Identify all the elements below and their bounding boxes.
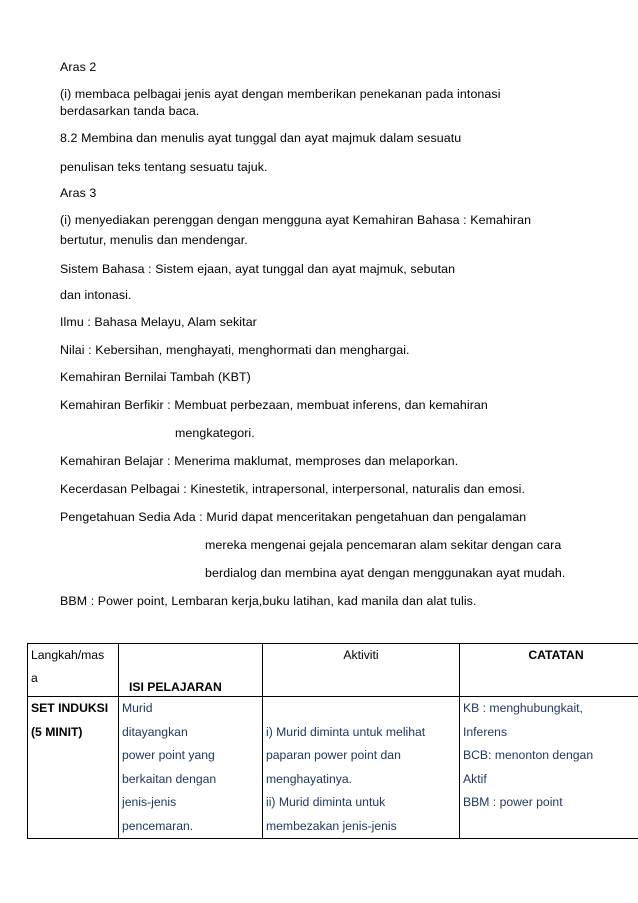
header-aktiviti-label: Aktiviti xyxy=(343,648,379,662)
text-line: Nilai : Kebersihan, menghayati, menghormati dan menghargai. xyxy=(60,343,410,357)
text-line: Kecerdasan Pelbagai : Kinestetik, intrapersonal, interpersonal, naturalis dan emosi. xyxy=(60,482,526,496)
header-langkah xyxy=(28,644,119,697)
cell-langkah-line: SET INDUKSI xyxy=(31,701,109,715)
text-line: mengkategori. xyxy=(175,426,255,440)
cell-aktiviti-line: menghayatinya. xyxy=(266,771,353,786)
cell-isi-line: jenis-jenis xyxy=(122,795,177,809)
text-line: Aras 3 xyxy=(60,186,97,200)
cell-catatan-line: Aktif xyxy=(463,771,487,786)
text-line: bertutur, menulis dan mendengar. xyxy=(60,233,248,247)
cell-aktiviti-line: ii) Murid diminta untuk xyxy=(266,795,386,809)
cell-catatan-line: BBM : power point xyxy=(463,795,563,809)
cell-langkah-line: (5 MINIT) xyxy=(31,724,83,739)
cell-isi-line: power point yang xyxy=(122,748,215,762)
cell-isi-line: Murid xyxy=(122,701,153,715)
text-line: 8.2 Membina dan menulis ayat tunggal dan ayat majmuk dalam sesuatu xyxy=(60,131,462,145)
header-catatan-label: CATATAN xyxy=(528,648,584,662)
text-line: dan intonasi. xyxy=(60,288,132,302)
table-row xyxy=(28,697,638,839)
text-line: mereka mengenai gejala pencemaran alam sekitar dengan cara xyxy=(205,538,562,552)
text-line: (i) membaca pelbagai jenis ayat dengan memberikan penekanan pada intonasi xyxy=(60,87,501,101)
cell-catatan-line: BCB: menonton dengan xyxy=(463,748,594,762)
cell-aktiviti-line: paparan power point dan xyxy=(266,748,401,762)
header-catatan xyxy=(460,644,638,697)
cell-catatan xyxy=(460,697,638,839)
cell-catatan-line xyxy=(463,815,638,839)
cell-aktiviti-line: membezakan jenis-jenis xyxy=(266,818,397,833)
lesson-plan-table xyxy=(27,643,638,839)
text-line: Pengetahuan Sedia Ada : Murid dapat menceritakan pengetahuan dan pengalaman xyxy=(60,510,527,524)
text-line: Kemahiran Belajar : Menerima maklumat, memproses dan melaporkan. xyxy=(60,454,459,468)
text-line: (i) menyediakan perenggan dengan mengguna ayat Kemahiran Bahasa : Kemahiran xyxy=(60,213,532,227)
cell-aktiviti xyxy=(263,697,460,839)
cell-catatan-line: KB : menghubungkait, xyxy=(463,701,583,715)
cell-isi-line: berkaitan dengan xyxy=(122,771,217,786)
text-line: berdialog dan membina ayat dengan menggunakan ayat mudah. xyxy=(205,566,566,580)
text-line: BBM : Power point, Lembaran kerja,buku latihan, kad manila dan alat tulis. xyxy=(60,594,477,608)
header-langkah-line-1: Langkah/mas xyxy=(31,648,105,662)
header-langkah-line-2: a xyxy=(31,671,38,685)
text-line: Kemahiran Bernilai Tambah (KBT) xyxy=(60,370,251,384)
text-line: Sistem Bahasa : Sistem ejaan, ayat tunggal dan ayat majmuk, sebutan xyxy=(60,262,456,276)
text-line: Kemahiran Berfikir : Membuat perbezaan, membuat inferens, dan kemahiran xyxy=(60,398,488,412)
table-header-row xyxy=(28,644,638,697)
cell-isi-line: pencemaran. xyxy=(122,818,194,833)
text-line: penulisan teks tentang sesuatu tajuk. xyxy=(60,160,268,174)
cell-aktiviti-line: i) Murid diminta untuk melihat xyxy=(266,724,426,739)
text-line: Ilmu : Bahasa Melayu, Alam sekitar xyxy=(60,315,257,329)
cell-isi-line: ditayangkan xyxy=(122,724,188,739)
text-line: berdasarkan tanda baca. xyxy=(60,104,200,118)
cell-catatan-line: Inferens xyxy=(463,724,508,739)
header-isi-pelajaran-label: ISI PELAJARAN xyxy=(129,680,222,694)
header-isi-pelajaran xyxy=(119,644,263,697)
cell-aktiviti-line xyxy=(266,697,456,721)
header-aktiviti xyxy=(263,644,460,697)
cell-isi-pelajaran xyxy=(119,697,263,839)
cell-langkah xyxy=(28,697,119,839)
text-line: Aras 2 xyxy=(60,60,97,74)
